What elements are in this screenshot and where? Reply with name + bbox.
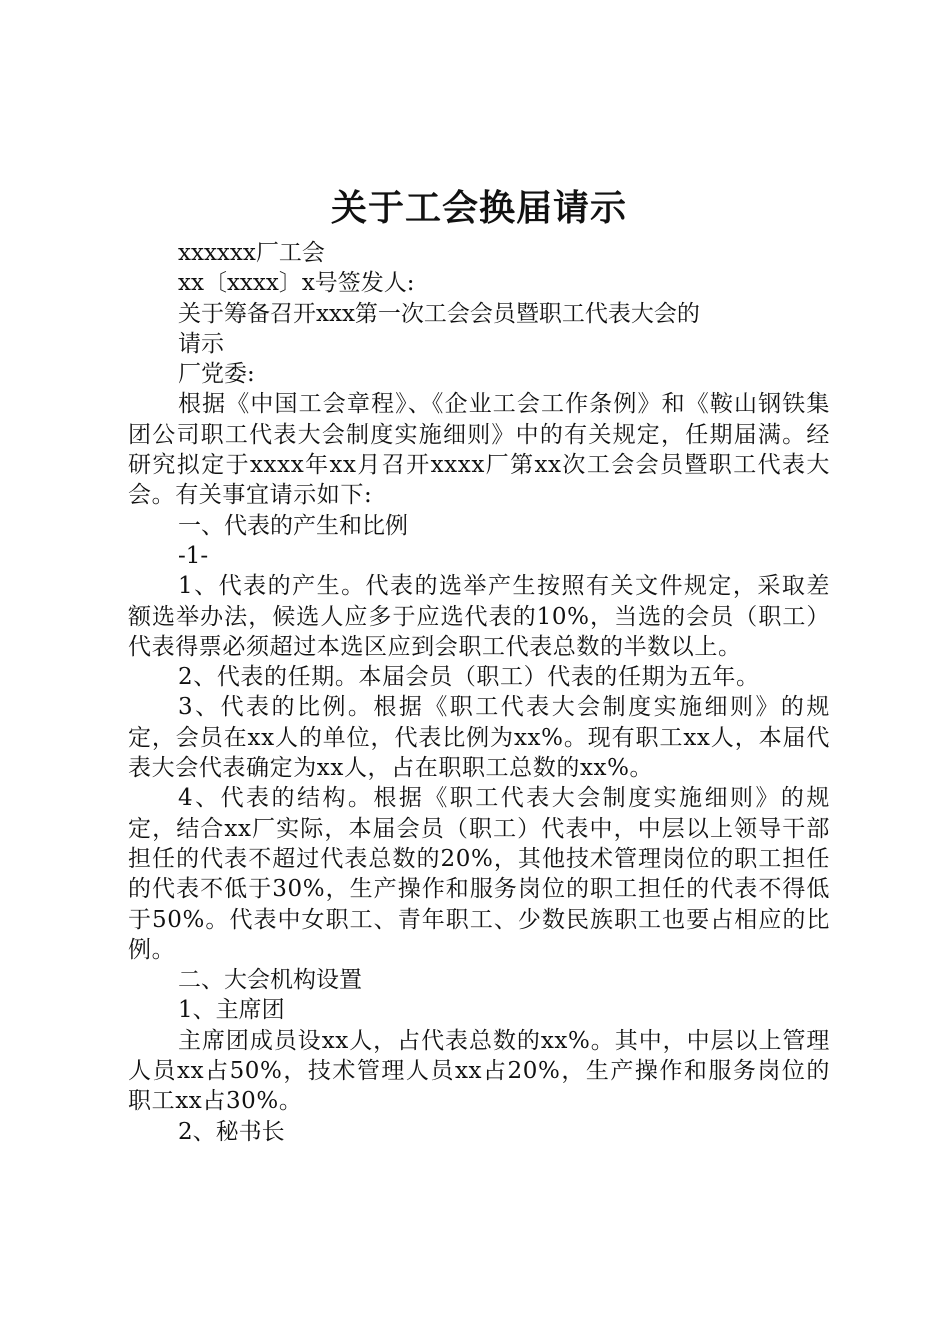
paragraph-presidium: 主席团成员设xx人，占代表总数的xx%。其中，中层以上管理人员xx占50%，技术管理人员xx占20%，生产操作和服务岗位的职工xx占30%。	[128, 1027, 830, 1115]
document-title: 关于工会换届请示	[330, 187, 627, 229]
intro-paragraph: 根据《中国工会章程》、《企业工会工作条例》和《鞍山钢铁集团公司职工代表大会制度实施细则》中的有关规定，任期届满。经研究拟定于xxxx年xx月召开xxxx厂第xx次工会会员暨职工代表大会。有关事宜请示如下:	[128, 391, 830, 509]
document-number: xx〔xxxx〕x号签发人:	[178, 270, 415, 297]
paragraph-election: 1、代表的产生。代表的选举产生按照有关文件规定，采取差额选举办法，候选人应多于应选代表的10%，当选的会员（职工）代表得票必须超过本选区应到会职工代表总数的半数以上。	[128, 573, 830, 660]
addressee: 厂党委:	[178, 361, 255, 388]
subject-line: 关于筹备召开xxx第一次工会会员暨职工代表大会的	[178, 300, 700, 327]
paragraph-ratio: 3、代表的比例。根据《职工代表大会制度实施细则》的规定，会员在xx人的单位，代表比例为xx%。现有职工xx人，本届代表大会代表确定为xx人，占在职职工总数的xx%。	[128, 694, 830, 782]
section-heading-organization: 二、大会机构设置	[178, 967, 362, 994]
page-number: -1-	[178, 542, 209, 569]
section-heading-representatives: 一、代表的产生和比例	[178, 512, 408, 539]
subheading-presidium: 1、主席团	[178, 997, 285, 1024]
document-page	[128, 178, 830, 1147]
subheading-secretary-general: 2、秘书长	[178, 1118, 285, 1145]
issuing-unit: xxxxxx厂工会	[178, 240, 325, 266]
paragraph-structure: 4、代表的结构。根据《职工代表大会制度实施细则》的规定，结合xx厂实际，本届会员（职工）代表中，中层以上领导干部担任的代表不超过代表总数的20%，其他技术管理岗位的职工担任的代表不低于30%，生产操作和服务岗位的职工担任的代表不得低于50%。代表中女职工、青年职工、少数民族职工也要占相应的比例。	[128, 785, 830, 963]
paragraph-term: 2、代表的任期。本届会员（职工）代表的任期为五年。	[178, 664, 760, 691]
subject-line-continued: 请示	[178, 330, 224, 357]
